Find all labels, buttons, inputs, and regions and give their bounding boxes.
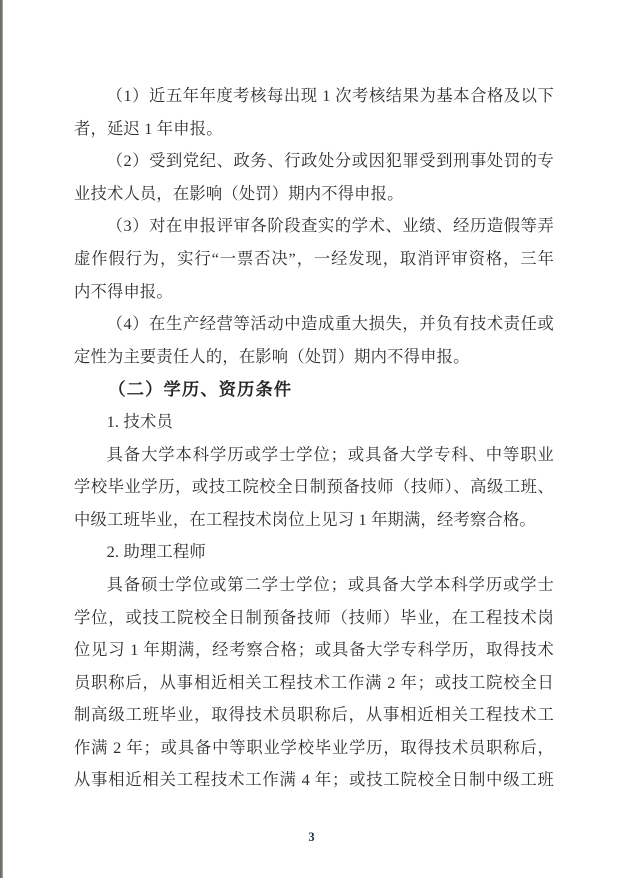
text-line: 虚作假行为，实行“一票否决”，一经发现，取消评审资格，三年 (74, 248, 554, 268)
list-item-title: 1. 技术员 (106, 411, 173, 431)
list-item-title: 2. 助理工程师 (106, 542, 206, 562)
section-heading: （二）学历、资历条件 (108, 379, 293, 400)
text-line: （1）近五年年度考核每出现 1 次考核结果为基本合格及以下 (106, 86, 554, 105)
text-line: （4）在生产经营等活动中造成重大损失，并负有技术责任或 (106, 314, 554, 334)
text-line: 具备硕士学位或第二学士学位；或具备大学本科学历或学士 (106, 574, 554, 594)
text-line: 具备大学本科学历或学士学位；或具备大学专科、中等职业 (106, 444, 554, 464)
text-line: 定性为主要责任人的，在影响（处罚）期内不得申报。 (74, 346, 470, 366)
scan-edge-artifact (0, 0, 3, 878)
text-line: 从事相近相关工程技术工作满 4 年；或技工院校全日制中级工班 (74, 770, 554, 790)
text-line: 内不得申报。 (74, 281, 173, 301)
text-line: 中级工班毕业，在工程技术岗位上见习 1 年期满，经考察合格。 (74, 509, 536, 529)
document-body (74, 80, 554, 797)
text-line: （2）受到党纪、政务、行政处分或因犯罪受到刑事处罚的专 (106, 151, 554, 171)
text-line: 学校毕业学历，或技工院校全日制预备技师（技师）、高级工班、 (74, 477, 554, 497)
text-line: 业技术人员，在影响（处罚）期内不得申报。 (74, 183, 404, 203)
text-line: 制高级工班毕业，取得技术员职称后，从事相近相关工程技术工 (74, 705, 554, 725)
text-line: 位见习 1 年期满，经考察合格；或具备大学专科学历，取得技术 (74, 640, 554, 660)
text-line: 者，延迟 1 年申报。 (74, 118, 223, 138)
text-line: （3）对在申报评审各阶段查实的学术、业绩、经历造假等弄 (106, 216, 554, 236)
page-number: 3 (308, 830, 315, 844)
text-line: 员职称后，从事相近相关工程技术工作满 2 年；或技工院校全日 (74, 672, 554, 692)
text-line: 作满 2 年；或具备中等职业学校毕业学历，取得技术员职称后， (74, 737, 554, 757)
text-line: 学位，或技工院校全日制预备技师（技师）毕业，在工程技术岗 (74, 607, 554, 627)
